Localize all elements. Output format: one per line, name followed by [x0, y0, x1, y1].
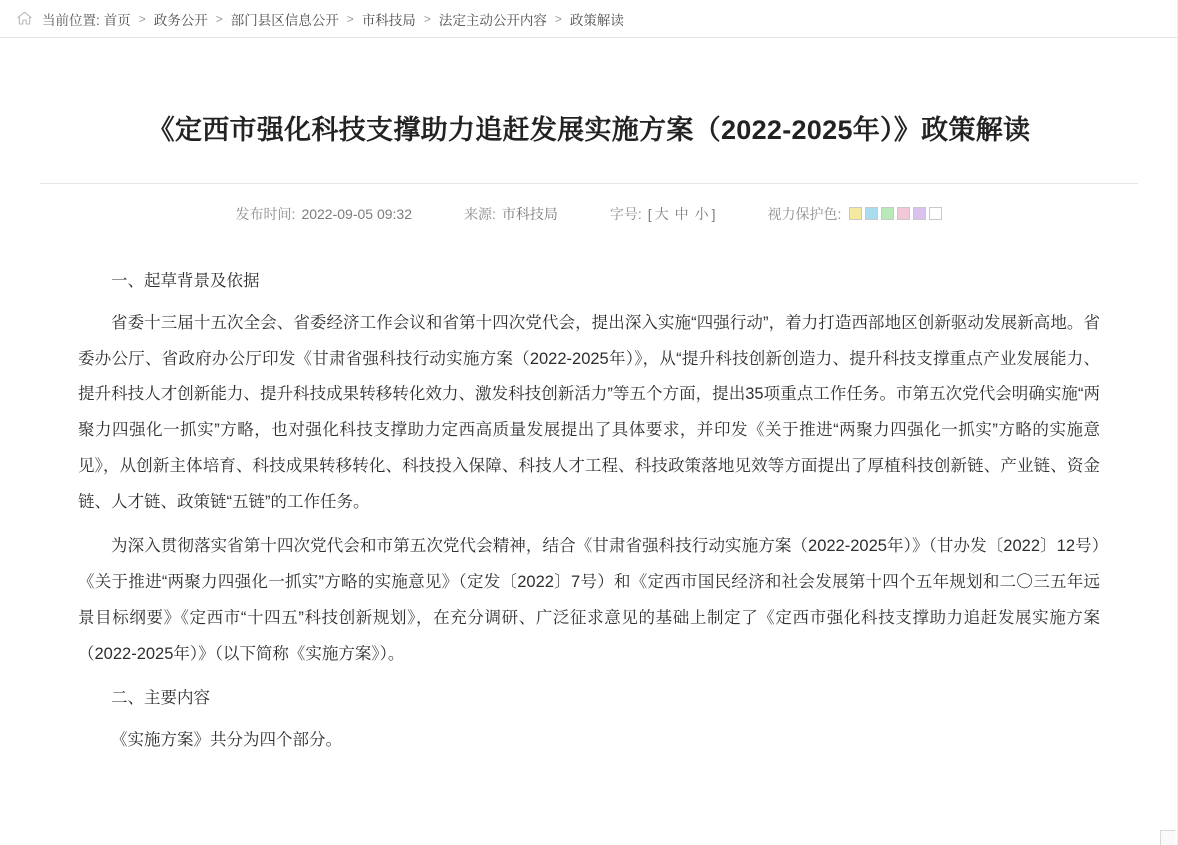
font-size-medium-button[interactable]: 中 — [674, 205, 689, 222]
article-meta — [40, 184, 1138, 224]
breadcrumb-item-0[interactable]: 首页 — [103, 12, 131, 28]
breadcrumb-item-1[interactable]: 政务公开 — [153, 12, 208, 28]
source-label: 来源: — [463, 205, 496, 222]
page-title: 《定西市强化科技支撑助力追赶发展实施方案（2022-2025年）》政策解读 — [147, 115, 1031, 146]
publish-time — [236, 204, 412, 224]
breadcrumb-item-4[interactable]: 法定主动公开内容 — [438, 12, 547, 28]
font-size-large-button[interactable]: 大 — [654, 205, 669, 222]
breadcrumb-separator: > — [346, 11, 354, 26]
article-paragraph: 《实施方案》共分为四个部分。 — [111, 731, 342, 750]
color-swatch-5[interactable] — [929, 207, 942, 220]
color-swatch-3[interactable] — [897, 207, 910, 220]
publish-time-value: 2022-09-05 09:32 — [301, 205, 412, 222]
source-value: 市科技局 — [501, 205, 558, 222]
font-size-controls — [610, 204, 716, 224]
breadcrumb-item-3[interactable]: 市科技局 — [361, 12, 416, 28]
font-size-bracket-close: ] — [711, 205, 716, 222]
article-body — [40, 224, 1138, 760]
breadcrumb-label: 当前位置: — [42, 12, 100, 28]
color-swatch-1[interactable] — [865, 207, 878, 220]
breadcrumb-item-5[interactable]: 政策解读 — [569, 12, 624, 28]
article-paragraph: 省委十三届十五次全会、省委经济工作会议和省第十四次党代会，提出深入实施“四强行动”，着力打造西部地区创新驱动发展新高地。省委办公厅、省政府办公厅印发《甘肃省强科技行动实施方案（2022-2025年）》，从“提升科技创新创造力、提升科技支撑重点产业发展能力、提升科技人才创新能力、提升科技成果转移转化效力、激发科技创新活力”等五个方面，提出35项重点工作任务。市第五次党代会明确实施“两聚力四强化一抓实”方略，也对强化科技支撑助力定西高质量发展提出了具体要求，并印发《关于推进“两聚力四强化一抓实”方略的实施意见》，从创新主体培育、科技成果转移转化、科技投入保障、科技人才工程、科技政策落地见效等方面提出了厚植科技创新链、产业链、资金链、人才链、政策链“五链”的工作任务。 — [78, 313, 1100, 512]
color-swatch-0[interactable] — [849, 207, 862, 220]
font-size-bracket-open: [ — [647, 205, 652, 222]
article-paragraph: 为深入贯彻落实省第十四次党代会和市第五次党代会精神，结合《甘肃省强科技行动实施方案（2022-2025年）》（甘办发〔2022〕12号）《关于推进“两聚力四强化一抓实”方略的实施意见》（定发〔2022〕7号）和《定西市国民经济和社会发展第十四个五年规划和二〇三五年远景目标纲要》《定西市“十四五”科技创新规划》，在充分调研、广泛征求意见的基础上制定了《定西市强化科技支撑助力追赶发展实施方案（2022-2025年）》（以下简称《实施方案》）。 — [78, 537, 1100, 664]
breadcrumb-separator: > — [554, 11, 562, 26]
source — [464, 204, 558, 224]
eye-shield-label: 视力保护色: — [767, 205, 842, 222]
publish-time-label: 发布时间: — [235, 205, 296, 222]
eye-shield-colors — [768, 204, 943, 224]
breadcrumb — [0, 0, 1178, 38]
article-paragraph: 二、主要内容 — [111, 689, 210, 708]
color-swatch-4[interactable] — [913, 207, 926, 220]
color-swatch-2[interactable] — [881, 207, 894, 220]
home-icon — [16, 10, 33, 27]
color-swatch-list — [849, 207, 942, 220]
breadcrumb-item-2[interactable]: 部门县区信息公开 — [230, 12, 339, 28]
breadcrumb-separator: > — [215, 11, 223, 26]
article-paragraph: 一、起草背景及依据 — [111, 271, 260, 290]
breadcrumb-separator: > — [423, 11, 431, 26]
font-size-label: 字号: — [609, 205, 642, 222]
scrollbar-corner[interactable] — [1160, 830, 1175, 845]
article — [40, 38, 1138, 759]
breadcrumb-separator: > — [138, 11, 146, 26]
font-size-small-button[interactable]: 小 — [694, 205, 709, 222]
